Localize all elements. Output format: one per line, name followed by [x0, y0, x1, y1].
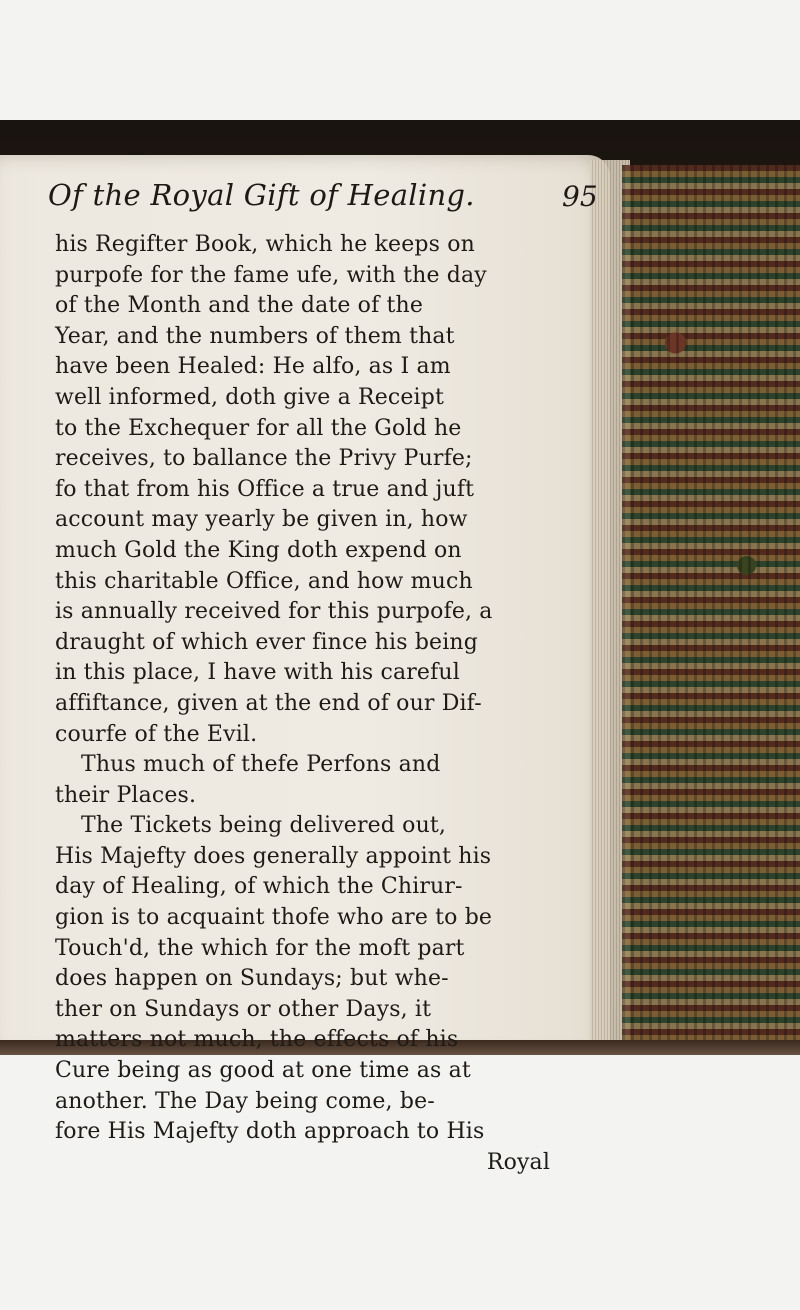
text-line: Thus much of thefe Perfons and	[81, 752, 441, 778]
text-line: have been Healed: He alfo, as I am	[55, 354, 451, 380]
catchword: Royal	[486, 1149, 550, 1175]
text-line: courfe of the Evil.	[55, 721, 258, 747]
text-line: day of Healing, of which the Chirur-	[55, 874, 463, 900]
text-line: draught of which ever fince his being	[55, 629, 478, 655]
text-line: ther on Sundays or other Days, it	[55, 996, 432, 1022]
text-line: purpofe for the fame ufe, with the day	[55, 262, 487, 288]
text-line: to the Exchequer for all the Gold he	[55, 415, 462, 441]
text-line: is annually received for this purpofe, a	[55, 599, 493, 625]
text-line: matters not much, the effects of his	[55, 1027, 459, 1053]
text-line: of the Month and the date of the	[55, 293, 423, 319]
text-line: receives, to ballance the Privy Purfe;	[55, 446, 473, 472]
text-line: much Gold the King doth expend on	[55, 537, 462, 563]
text-line: their Places.	[55, 782, 197, 808]
page-header	[0, 178, 625, 226]
text-line: The Tickets being delivered out,	[81, 813, 447, 839]
text-line: another. The Day being come, be-	[55, 1088, 435, 1114]
text-line: does happen on Sundays; but whe-	[55, 966, 449, 992]
text-line: fore His Majefty doth approach to His	[55, 1119, 485, 1145]
text-line: gion is to acquaint thofe who are to be	[55, 905, 493, 931]
page-number: 95	[562, 180, 598, 213]
text-line: in this place, I have with his careful	[55, 660, 460, 686]
text-line: His Majefty does generally appoint his	[55, 843, 492, 869]
text-line: this charitable Office, and how much	[55, 568, 473, 594]
running-title: Of the Royal Gift of Healing.	[48, 178, 475, 212]
text-line: affiftance, given at the end of our Dif-	[55, 690, 482, 716]
body-text	[55, 230, 585, 1178]
text-line: fo that from his Office a true and juft	[55, 476, 475, 502]
text-line: account may yearly be given in, how	[55, 507, 468, 533]
text-line: Cure being as good at one time as at	[55, 1058, 471, 1084]
facing-page-ornament	[622, 165, 800, 1055]
text-line: Touch'd, the which for the moft part	[55, 935, 465, 961]
text-line: his Regifter Book, which he keeps on	[55, 232, 475, 257]
text-line: well informed, doth give a Receipt	[55, 384, 444, 410]
text-line: Year, and the numbers of them that	[55, 323, 455, 349]
